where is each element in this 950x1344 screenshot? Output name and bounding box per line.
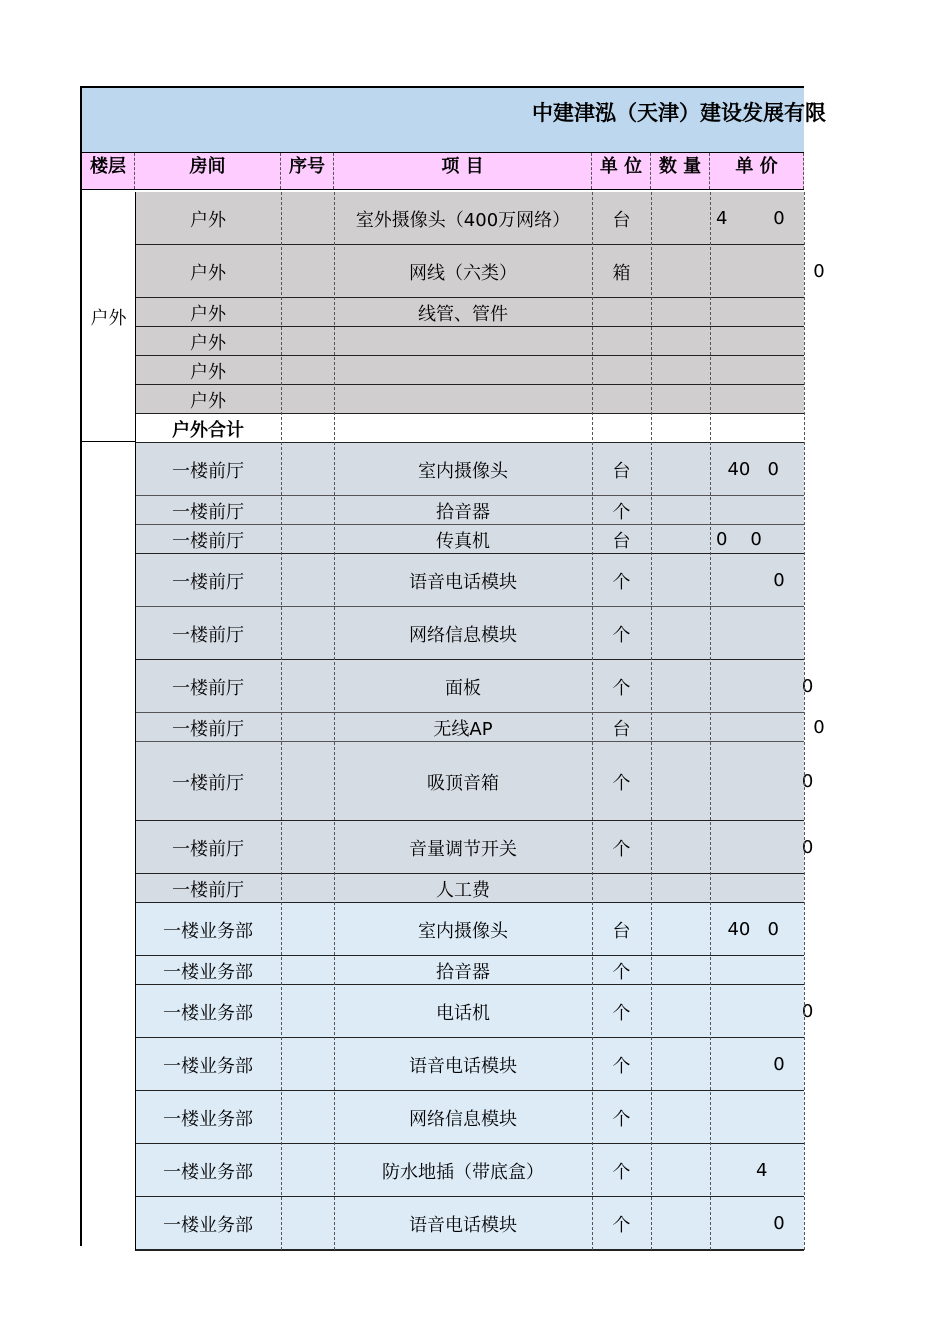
cell-price: 40 0: [716, 919, 779, 940]
column-divider: [135, 192, 136, 1250]
cell-item: [334, 327, 592, 356]
header-item: 项 目: [334, 153, 592, 189]
cell-unit: 个: [612, 1161, 631, 1183]
cell-room: 一楼前厅: [172, 530, 244, 552]
cell-seq: [281, 956, 334, 985]
cell-room: 一楼业务部: [163, 920, 253, 942]
cell-unit: 台: [612, 460, 631, 482]
header-floor: 楼层: [82, 153, 135, 189]
cell-seq: [281, 245, 334, 298]
cell-room: 一楼业务部: [163, 1214, 253, 1236]
cell-seq: [281, 874, 334, 903]
cell-seq: [281, 713, 334, 742]
cell-room: 一楼前厅: [172, 838, 244, 860]
cell-unit: [592, 874, 651, 903]
cell-room: 一楼业务部: [163, 1161, 253, 1183]
cell-qty: [651, 525, 710, 554]
cell-item: [334, 414, 592, 443]
cell-price: [710, 385, 804, 414]
cell-room: 一楼前厅: [172, 624, 244, 646]
cell-item: 网线（六类）: [409, 262, 517, 284]
cell-item: 面板: [445, 677, 481, 699]
cell-price: 0: [716, 717, 825, 738]
cell-item: 人工费: [436, 879, 490, 901]
cell-seq: [281, 821, 334, 874]
cell-qty: [651, 356, 710, 385]
cell-item: 拾音器: [436, 501, 490, 523]
cell-unit: 个: [612, 1002, 631, 1024]
cell-item: 线管、管件: [418, 303, 508, 325]
cell-seq: [281, 525, 334, 554]
spreadsheet: [80, 86, 826, 1246]
cell-room: 一楼业务部: [163, 1002, 253, 1024]
cell-seq: [281, 660, 334, 713]
cell-item: [334, 356, 592, 385]
cell-item: 语音电话模块: [409, 571, 517, 593]
cell-price: [710, 298, 804, 327]
cell-qty: [651, 327, 710, 356]
cell-item: 传真机: [436, 530, 490, 552]
cell-qty: [651, 1038, 710, 1091]
cell-room: 户外: [190, 303, 226, 325]
cell-item: 拾音器: [436, 961, 490, 983]
cell-qty: [651, 298, 710, 327]
header-room: 房间: [135, 153, 281, 189]
cell-seq: [281, 554, 334, 607]
cell-item: 语音电话模块: [409, 1214, 517, 1236]
cell-unit: 个: [612, 772, 631, 794]
column-divider: [281, 192, 282, 1250]
cell-qty: [651, 874, 710, 903]
cell-qty: [651, 414, 710, 443]
cell-room: 一楼前厅: [172, 879, 244, 901]
cell-item: 电话机: [436, 1002, 490, 1024]
cell-item: 室内摄像头: [418, 920, 508, 942]
floor-group-outdoor: 户外: [90, 308, 127, 329]
cell-item: 网络信息模块: [409, 624, 517, 646]
cell-qty: [651, 956, 710, 985]
cell-qty: [651, 385, 710, 414]
cell-seq: [281, 607, 334, 660]
cell-seq: [281, 443, 334, 496]
cell-qty: [651, 554, 710, 607]
cell-price: [710, 956, 804, 985]
cell-price: [710, 327, 804, 356]
cell-unit: [592, 385, 651, 414]
header-row: [82, 152, 804, 190]
cell-unit: 台: [612, 209, 631, 231]
cell-price: [710, 356, 804, 385]
cell-room: 一楼前厅: [172, 718, 244, 740]
cell-price: 40 0: [716, 459, 779, 480]
cell-seq: [281, 903, 334, 956]
cell-unit: 箱: [612, 262, 631, 284]
column-divider: [592, 192, 593, 1250]
column-divider: [651, 192, 652, 1250]
cell-room: 一楼业务部: [163, 1108, 253, 1130]
cell-room: 户外: [190, 390, 226, 412]
cell-price: [710, 874, 804, 903]
cell-price: 0: [716, 261, 825, 282]
cell-seq: [281, 985, 334, 1038]
cell-seq: [281, 327, 334, 356]
cell-price: 0: [716, 1054, 785, 1075]
cell-qty: [651, 192, 710, 245]
row-divider: [135, 1249, 804, 1251]
cell-unit: [592, 414, 651, 443]
cell-qty: [651, 985, 710, 1038]
cell-qty: [651, 821, 710, 874]
cell-qty: [651, 245, 710, 298]
cell-unit: 个: [612, 961, 631, 983]
cell-price: 0: [716, 676, 814, 697]
cell-qty: [651, 660, 710, 713]
cell-room: 一楼前厅: [172, 677, 244, 699]
header-seq: 序号: [281, 153, 334, 189]
cell-unit: 个: [612, 501, 631, 523]
cell-price: 4 0: [716, 208, 785, 229]
cell-item: 室内摄像头: [418, 460, 508, 482]
cell-room: 一楼前厅: [172, 460, 244, 482]
cell-qty: [651, 1091, 710, 1144]
cell-price: 4: [716, 1160, 768, 1181]
cell-seq: [281, 298, 334, 327]
cell-unit: 个: [612, 1108, 631, 1130]
cell-unit: [592, 298, 651, 327]
title-band: [82, 88, 826, 152]
cell-qty: [651, 1197, 710, 1250]
cell-unit: 个: [612, 1214, 631, 1236]
cell-seq: [281, 414, 334, 443]
cell-room: 户外: [190, 361, 226, 383]
column-divider: [804, 192, 805, 1250]
cell-price: 0: [716, 570, 785, 591]
cell-unit: [592, 356, 651, 385]
cell-seq: [281, 192, 334, 245]
cell-item: 网络信息模块: [409, 1108, 517, 1130]
cell-room: 一楼前厅: [172, 772, 244, 794]
cell-qty: [651, 1144, 710, 1197]
cell-unit: 台: [612, 920, 631, 942]
cell-unit: 台: [612, 718, 631, 740]
cell-item: 语音电话模块: [409, 1055, 517, 1077]
header-price: 单 价: [710, 153, 804, 189]
cell-unit: [592, 327, 651, 356]
cell-unit: 个: [612, 677, 631, 699]
cell-qty: [651, 496, 710, 525]
cell-seq: [281, 356, 334, 385]
cell-item: 吸顶音箱: [427, 772, 499, 794]
cell-price: [710, 1091, 804, 1144]
cell-seq: [281, 1091, 334, 1144]
cell-item: 音量调节开关: [409, 838, 517, 860]
cell-qty: [651, 713, 710, 742]
cell-seq: [281, 742, 334, 821]
cell-price: [710, 496, 804, 525]
cell-price: 0 0: [716, 529, 762, 550]
cell-qty: [651, 607, 710, 660]
cell-room: 户外: [190, 332, 226, 354]
cell-room: 户外: [190, 209, 226, 231]
cell-room: 一楼前厅: [172, 571, 244, 593]
cell-seq: [281, 1197, 334, 1250]
cell-qty: [651, 742, 710, 821]
header-unit: 单 位: [592, 153, 651, 189]
cell-price: 0: [716, 837, 814, 858]
cell-unit: 台: [612, 530, 631, 552]
cell-qty: [651, 443, 710, 496]
cell-seq: [281, 1144, 334, 1197]
cell-unit: 个: [612, 1055, 631, 1077]
cell-price: 0: [716, 771, 814, 792]
cell-price: [710, 607, 804, 660]
cell-unit: 个: [612, 838, 631, 860]
cell-item: [334, 385, 592, 414]
cell-price: [710, 414, 804, 443]
cell-room: 户外合计: [172, 419, 244, 441]
cell-seq: [281, 385, 334, 414]
cell-price: 0: [716, 1213, 785, 1234]
cell-room: 一楼业务部: [163, 1055, 253, 1077]
cell-item: 无线AP: [433, 718, 493, 740]
cell-item: 防水地插（带底盒）: [382, 1161, 544, 1183]
sheet-title: 中建津泓（天津）建设发展有限: [532, 101, 826, 125]
cell-seq: [281, 1038, 334, 1091]
cell-room: 一楼前厅: [172, 501, 244, 523]
cell-item: 室外摄像头（400万网络）: [355, 209, 571, 231]
header-qty: 数 量: [651, 153, 710, 189]
column-divider: [710, 192, 711, 1250]
cell-room: 户外: [190, 262, 226, 284]
cell-room: 一楼业务部: [163, 961, 253, 983]
column-divider: [334, 192, 335, 1250]
cell-seq: [281, 496, 334, 525]
cell-qty: [651, 903, 710, 956]
cell-unit: 个: [612, 624, 631, 646]
cell-price: 0: [716, 1001, 814, 1022]
cell-unit: 个: [612, 571, 631, 593]
